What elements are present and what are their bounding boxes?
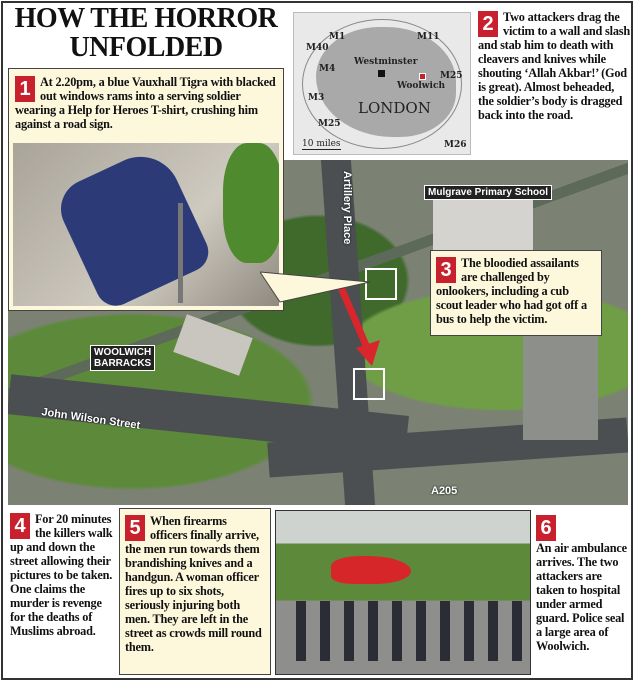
- woolwich-marker: [419, 73, 426, 80]
- city-label: LONDON: [358, 99, 431, 117]
- step-number: 5: [125, 515, 145, 541]
- step-text: An air ambulance arrives. The two attackers are taken to hospital under armed guard. Police seal a large area of Woolwich.: [536, 541, 627, 653]
- barracks-label: [90, 345, 155, 371]
- westminster-marker: [378, 70, 385, 77]
- label-line: WOOLWICH: [94, 347, 152, 358]
- road-label: M25: [318, 119, 341, 129]
- callout-pointer: [260, 262, 400, 322]
- step-text: When firearms officers finally arrive, the men run towards them brandishing knives and a handgun. A woman officer fires up to six shots, seriously injuring both men. They are left in the street as crowds mill round them.: [125, 514, 262, 654]
- road-label: M26: [444, 140, 467, 150]
- step-3-panel: [430, 250, 602, 336]
- step-1-panel: [8, 68, 284, 311]
- page-title: HOW THE HORROR UNFOLDED: [14, 3, 278, 63]
- step-4: [10, 512, 116, 638]
- step-6: [536, 514, 630, 653]
- scale-bar: 10 miles: [302, 139, 341, 149]
- step-text: The bloodied assailants are challenged by onlookers, including a cub scout leader who had got off a bus to help the victim.: [436, 256, 587, 326]
- step-number: 1: [15, 76, 35, 102]
- road-label: M3: [308, 93, 325, 103]
- london-map: [293, 12, 471, 155]
- step-number: 2: [478, 11, 498, 37]
- step-text: Two attackers drag the victim to a wall and slash and stab him to death with cleavers and knives while shouting ‘Allah Akbar!’ (God is great). Almost beheaded, the soldier’s body is dragged back into the road.: [478, 10, 631, 122]
- step-number: 6: [536, 515, 556, 541]
- crash-photo: [13, 143, 279, 306]
- artillery-place-label: Artillery Place: [341, 171, 353, 245]
- helicopter: [331, 556, 411, 584]
- step-number: 3: [436, 257, 456, 283]
- road-label: M1: [329, 32, 346, 42]
- street-label: John Wilson Street: [40, 406, 141, 432]
- school-label: Mulgrave Primary School: [424, 185, 552, 200]
- label-line: BARRACKS: [94, 358, 152, 369]
- crowd: [296, 601, 526, 661]
- woolwich-label: Woolwich: [397, 81, 445, 91]
- a205-label: A205: [431, 485, 458, 497]
- location-marker-5: [353, 368, 385, 400]
- air-ambulance-photo: [275, 510, 531, 675]
- westminster-label: Westminster: [354, 57, 418, 67]
- step-text: At 2.20pm, a blue Vauxhall Tigra with blacked out windows rams into a serving soldier wearing a Help for Heroes T-shirt, crushing him against a road sign.: [15, 75, 276, 131]
- step-text: For 20 minutes the killers walk up and down the street allowing their pictures to be taken. One claims the murder is revenge for the deaths of Muslims abroad.: [10, 512, 113, 638]
- step-2: [478, 10, 630, 122]
- road-label: M40: [306, 43, 329, 53]
- road-label: M25: [440, 71, 463, 81]
- road-label: M11: [417, 32, 440, 42]
- road-label: M4: [319, 64, 336, 74]
- step-5-panel: [119, 508, 271, 675]
- step-number: 4: [10, 513, 30, 539]
